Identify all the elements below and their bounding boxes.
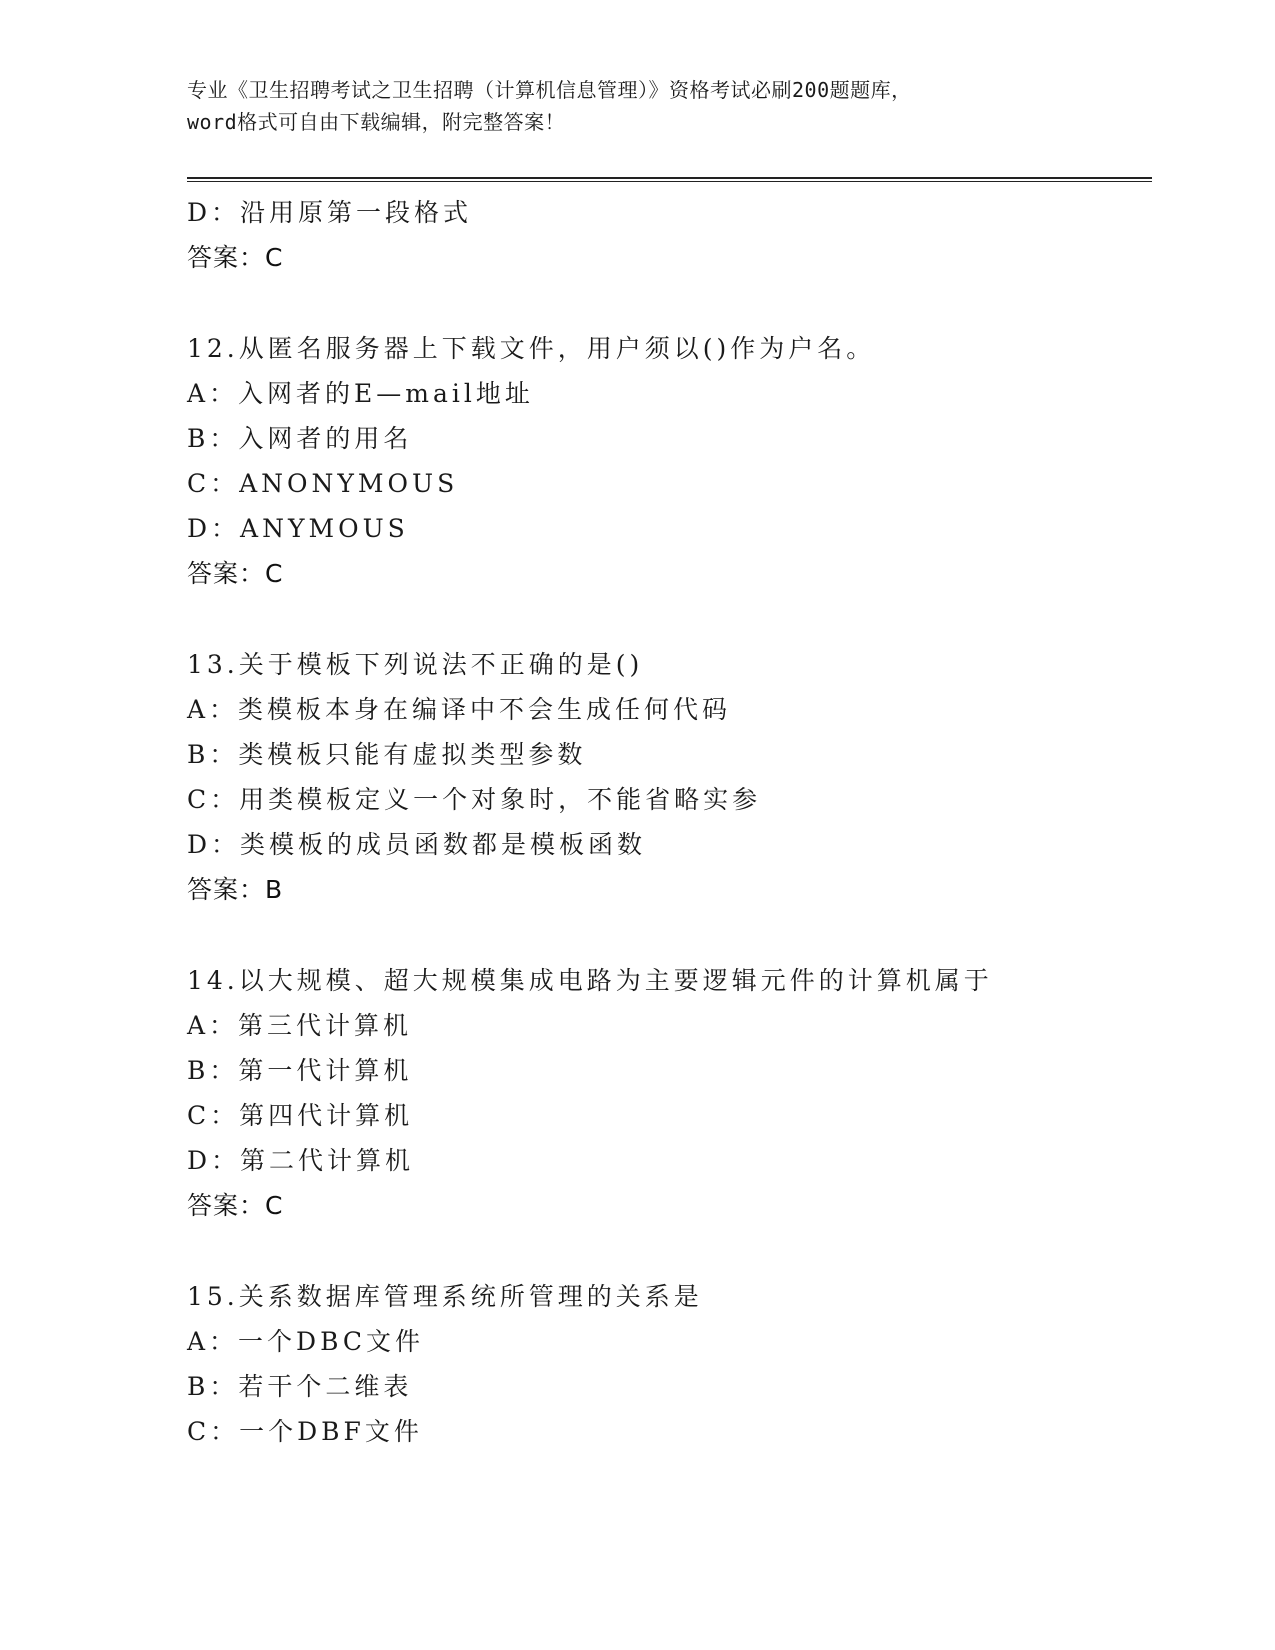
option-b: B：类模板只能有虚拟类型参数 (187, 740, 587, 769)
header-title-line-2: word格式可自由下载编辑，附完整答案！ (187, 110, 566, 134)
option-b: B：入网者的用名 (187, 424, 413, 453)
header-rule-thin (187, 181, 1152, 182)
option-d: D：沿用原第一段格式 (187, 198, 473, 227)
option-c: C：第四代计算机 (187, 1101, 414, 1130)
spacer (187, 280, 1147, 326)
document-header (187, 74, 1067, 138)
header-rule-thick (187, 177, 1152, 179)
question-15 (187, 1274, 1147, 1454)
answer-line: 答案：C (187, 243, 284, 272)
option-c: C：用类模板定义一个对象时，不能省略实参 (187, 785, 762, 814)
option-c: C：一个DBF文件 (187, 1417, 423, 1446)
question-content (187, 190, 1147, 1454)
option-a: A：第三代计算机 (187, 1011, 413, 1040)
question-stem: 14.以大规模、超大规模集成电路为主要逻辑元件的计算机属于 (187, 966, 993, 995)
option-a: A：入网者的E—mail地址 (187, 379, 534, 408)
carry-over-question (187, 190, 1147, 280)
spacer (187, 1228, 1147, 1274)
question-stem: 15.关系数据库管理系统所管理的关系是 (187, 1282, 703, 1311)
option-b: B：第一代计算机 (187, 1056, 413, 1085)
option-a: A：类模板本身在编译中不会生成任何代码 (187, 695, 732, 724)
option-d: D：ANYMOUS (187, 514, 409, 543)
answer-line: 答案：C (187, 559, 284, 588)
answer-line: 答案：C (187, 1191, 284, 1220)
question-12 (187, 326, 1147, 596)
question-stem: 13.关于模板下列说法不正确的是() (187, 650, 644, 679)
option-d: D：类模板的成员函数都是模板函数 (187, 830, 647, 859)
answer-line: 答案：B (187, 875, 284, 904)
question-13 (187, 642, 1147, 912)
question-stem: 12.从匿名服务器上下载文件，用户须以()作为户名。 (187, 334, 876, 363)
option-c: C：ANONYMOUS (187, 469, 459, 498)
spacer (187, 912, 1147, 958)
spacer (187, 596, 1147, 642)
header-title-line-1: 专业《卫生招聘考试之卫生招聘（计算机信息管理）》资格考试必刷200题题库， (187, 78, 912, 102)
option-d: D：第二代计算机 (187, 1146, 415, 1175)
option-b: B：若干个二维表 (187, 1372, 413, 1401)
option-a: A：一个DBC文件 (187, 1327, 425, 1356)
question-14 (187, 958, 1147, 1228)
